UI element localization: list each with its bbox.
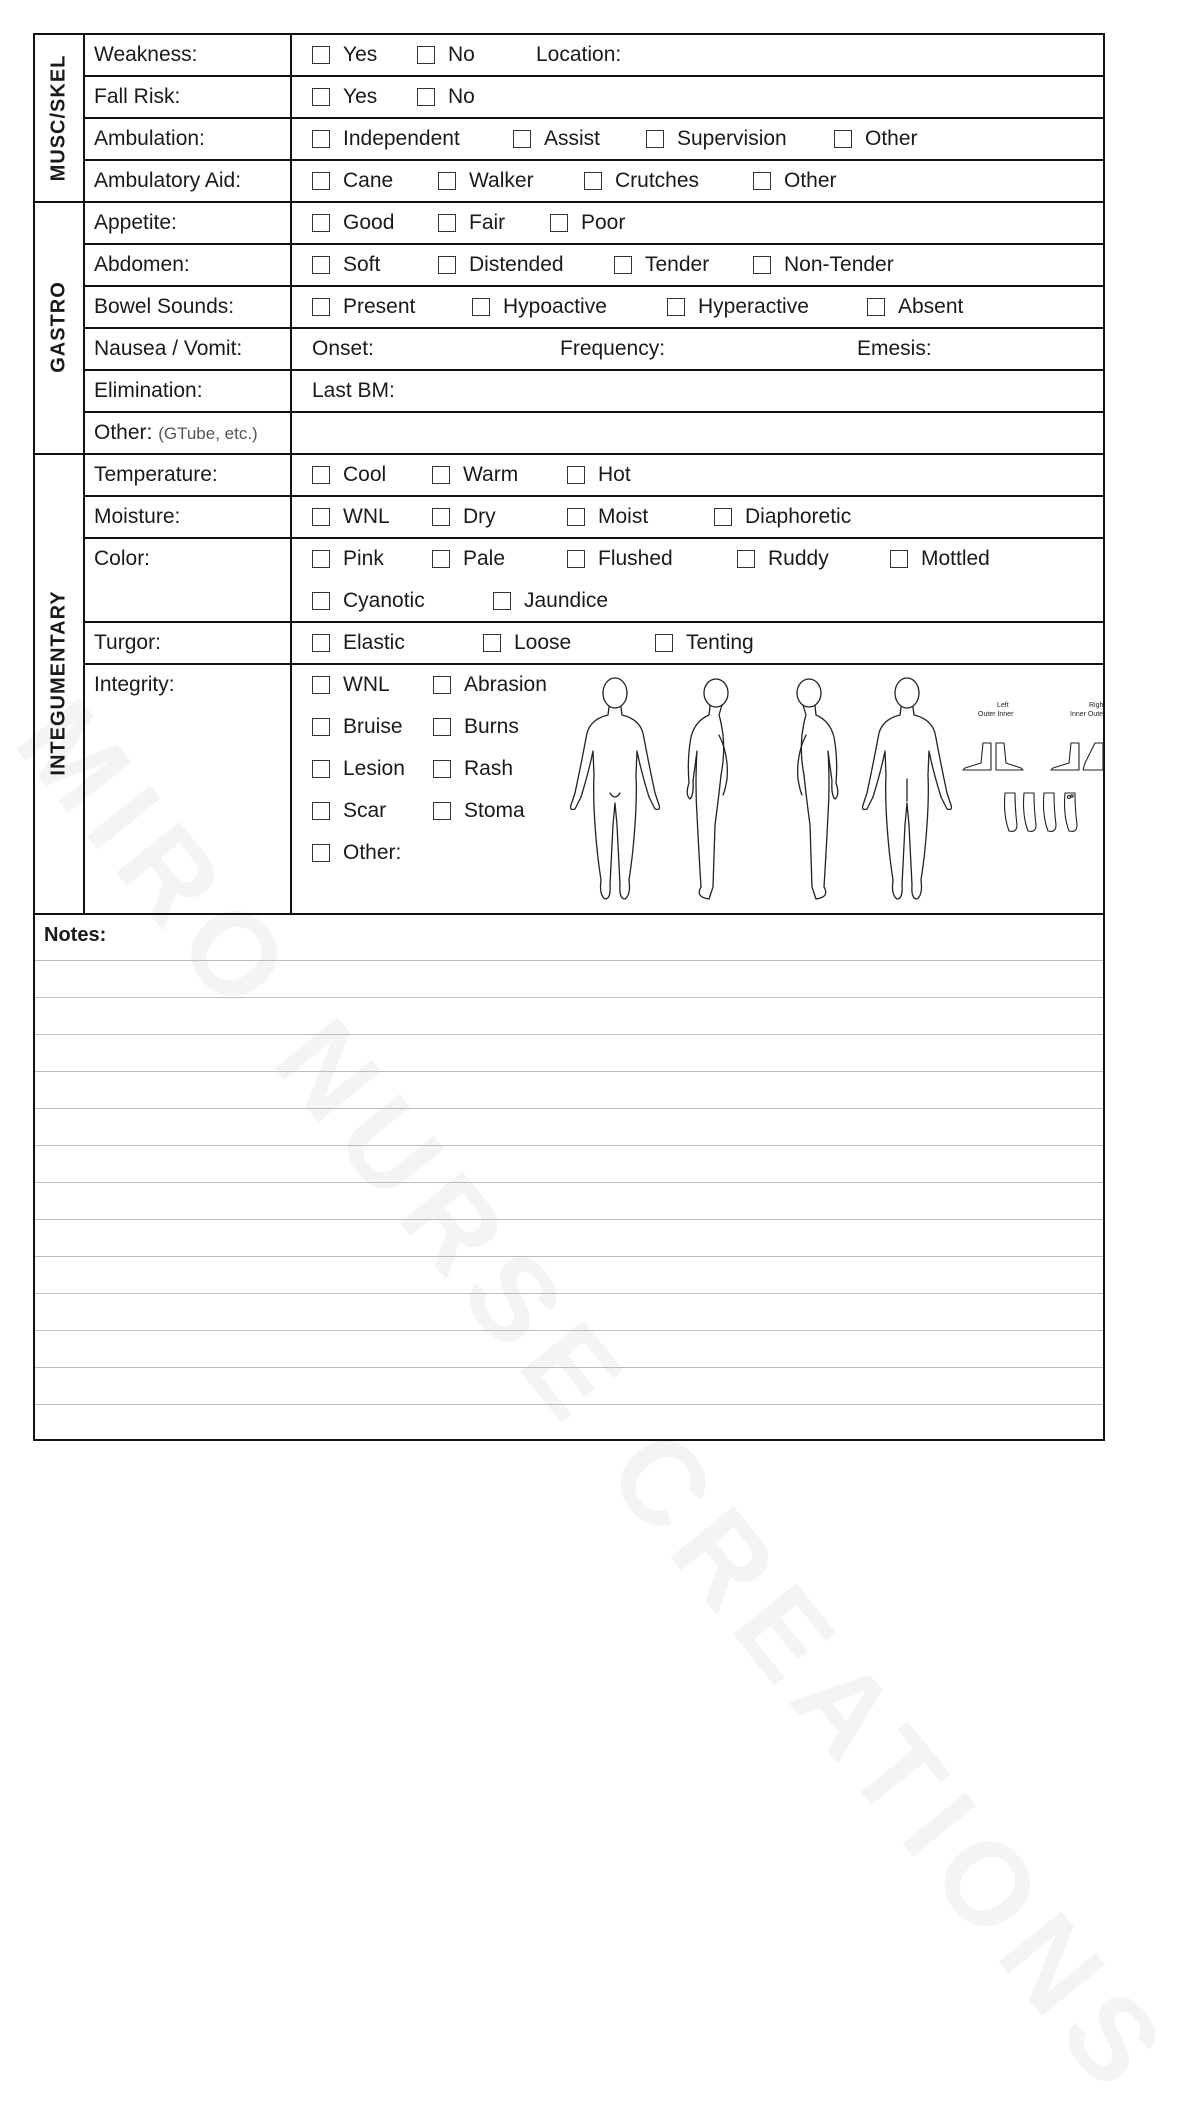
checkbox-icon[interactable] — [417, 88, 435, 106]
aid-crutches-checkbox[interactable]: Crutches — [584, 169, 699, 193]
feet-right-label: Right — [1089, 702, 1106, 709]
appetite-good-checkbox[interactable]: Good — [312, 211, 394, 235]
color-ruddy-checkbox[interactable]: Ruddy — [737, 547, 829, 571]
ambulation-independent-checkbox[interactable]: Independent — [312, 127, 460, 151]
checkbox-icon[interactable] — [312, 844, 330, 862]
checkbox-icon[interactable] — [550, 214, 568, 232]
turgor-elastic-checkbox[interactable]: Elastic — [312, 631, 405, 655]
temperature-cool-checkbox[interactable]: Cool — [312, 463, 386, 487]
fall-risk-no-checkbox[interactable]: No — [417, 85, 475, 109]
checkbox-icon[interactable] — [433, 760, 451, 778]
checkbox-icon[interactable] — [567, 550, 585, 568]
temperature-hot-checkbox[interactable]: Hot — [567, 463, 631, 487]
checkbox-icon[interactable] — [646, 130, 664, 148]
integrity-burns-checkbox[interactable]: Burns — [433, 715, 519, 739]
color-pink-checkbox[interactable]: Pink — [312, 547, 384, 571]
checkbox-icon[interactable] — [834, 130, 852, 148]
ambulation-assist-checkbox[interactable]: Assist — [513, 127, 600, 151]
checkbox-icon[interactable] — [493, 592, 511, 610]
checkbox-icon[interactable] — [312, 592, 330, 610]
moisture-label: Moisture: — [94, 505, 181, 528]
checkbox-icon[interactable] — [312, 298, 330, 316]
ambulatory-aid-label: Ambulatory Aid: — [94, 169, 242, 192]
checkbox-icon[interactable] — [312, 88, 330, 106]
bowel-hypoactive-checkbox[interactable]: Hypoactive — [472, 295, 607, 319]
abdomen-non-tender-checkbox[interactable]: Non-Tender — [753, 253, 894, 277]
integrity-rash-checkbox[interactable]: Rash — [433, 757, 513, 781]
ambulation-other-checkbox[interactable]: Other — [834, 127, 918, 151]
feet-right-sub-label: Inner Outer — [1070, 711, 1106, 718]
checkbox-icon[interactable] — [312, 256, 330, 274]
weakness-label: Weakness: — [94, 43, 198, 66]
integrity-abrasion-checkbox[interactable]: Abrasion — [433, 673, 547, 697]
checkbox-icon[interactable] — [667, 298, 685, 316]
checkbox-icon[interactable] — [312, 802, 330, 820]
right-side-body-figure[interactable] — [797, 679, 838, 899]
color-label: Color: — [94, 547, 151, 570]
bowel-sounds-label: Bowel Sounds: — [94, 295, 235, 318]
moisture-dry-checkbox[interactable]: Dry — [432, 505, 496, 529]
integrity-scar-checkbox[interactable]: Scar — [312, 799, 386, 823]
checkbox-icon[interactable] — [753, 256, 771, 274]
checkbox-icon[interactable] — [432, 508, 450, 526]
checkbox-icon[interactable] — [312, 46, 330, 64]
body-diagram[interactable] — [563, 675, 1106, 910]
checkbox-icon[interactable] — [312, 508, 330, 526]
turgor-tenting-checkbox[interactable]: Tenting — [655, 631, 754, 655]
appetite-label: Appetite: — [94, 211, 177, 234]
abdomen-distended-checkbox[interactable]: Distended — [438, 253, 564, 277]
checkbox-icon[interactable] — [567, 508, 585, 526]
checkbox-icon[interactable] — [753, 172, 771, 190]
back-body-figure[interactable] — [863, 678, 952, 899]
checkbox-icon[interactable] — [513, 130, 531, 148]
checkbox-icon[interactable] — [312, 130, 330, 148]
checkbox-icon[interactable] — [483, 634, 501, 652]
color-jaundice-checkbox[interactable]: Jaundice — [493, 589, 608, 613]
checkbox-icon[interactable] — [433, 676, 451, 694]
checkbox-icon[interactable] — [312, 466, 330, 484]
aid-walker-checkbox[interactable]: Walker — [438, 169, 534, 193]
weakness-location-field[interactable]: Location: — [536, 43, 622, 66]
bowel-present-checkbox[interactable]: Present — [312, 295, 415, 319]
checkbox-icon[interactable] — [312, 676, 330, 694]
nausea-onset-field[interactable]: Onset: — [312, 337, 374, 360]
section-divider — [83, 35, 85, 913]
ambulation-supervision-checkbox[interactable]: Supervision — [646, 127, 787, 151]
checkbox-icon[interactable] — [433, 718, 451, 736]
left-side-body-figure[interactable] — [687, 679, 728, 899]
checkbox-icon[interactable] — [417, 46, 435, 64]
other-hint: (GTube, etc.) — [158, 424, 258, 443]
moisture-wnl-checkbox[interactable]: WNL — [312, 505, 390, 529]
elimination-label: Elimination: — [94, 379, 203, 402]
integrity-label: Integrity: — [94, 673, 175, 696]
integrity-lesion-checkbox[interactable]: Lesion — [312, 757, 405, 781]
ambulation-label: Ambulation: — [94, 127, 205, 150]
checkbox-icon[interactable] — [432, 466, 450, 484]
checkbox-icon[interactable] — [584, 172, 602, 190]
temperature-warm-checkbox[interactable]: Warm — [432, 463, 518, 487]
turgor-loose-checkbox[interactable]: Loose — [483, 631, 571, 655]
turgor-label: Turgor: — [94, 631, 161, 654]
checkbox-icon[interactable] — [867, 298, 885, 316]
appetite-poor-checkbox[interactable]: Poor — [550, 211, 625, 235]
fall-risk-yes-checkbox[interactable]: Yes — [312, 85, 377, 109]
nausea-emesis-field[interactable]: Emesis: — [857, 337, 932, 360]
checkbox-icon[interactable] — [312, 718, 330, 736]
checkbox-icon[interactable] — [890, 550, 908, 568]
abdomen-tender-checkbox[interactable]: Tender — [614, 253, 709, 277]
integrity-wnl-checkbox[interactable]: WNL — [312, 673, 390, 697]
front-body-figure[interactable] — [571, 678, 660, 899]
section-musc-skel: MUSC/SKEL — [47, 54, 70, 182]
checkbox-icon[interactable] — [312, 172, 330, 190]
moisture-diaphoretic-checkbox[interactable]: Diaphoretic — [714, 505, 851, 529]
checkbox-icon[interactable] — [312, 550, 330, 568]
other-label: Other: (GTube, etc.) — [94, 421, 258, 444]
bowel-hyperactive-checkbox[interactable]: Hyperactive — [667, 295, 809, 319]
weakness-yes-checkbox[interactable]: Yes — [312, 43, 377, 67]
color-mottled-checkbox[interactable]: Mottled — [890, 547, 990, 571]
feet-left-sub-label: Outer Inner — [978, 711, 1014, 718]
checkbox-icon[interactable] — [433, 802, 451, 820]
feet-left-label: Left — [997, 702, 1009, 709]
aid-other-checkbox[interactable]: Other — [753, 169, 837, 193]
integrity-other-checkbox[interactable]: Other: — [312, 841, 401, 865]
assessment-form — [33, 33, 1105, 1441]
color-flushed-checkbox[interactable]: Flushed — [567, 547, 673, 571]
weakness-no-checkbox[interactable]: No — [417, 43, 475, 67]
color-cyanotic-checkbox[interactable]: Cyanotic — [312, 589, 425, 613]
checkbox-icon[interactable] — [655, 634, 673, 652]
fall-risk-label: Fall Risk: — [94, 85, 181, 108]
checkbox-icon[interactable] — [614, 256, 632, 274]
checkbox-icon[interactable] — [432, 550, 450, 568]
checkbox-icon[interactable] — [567, 466, 585, 484]
checkbox-icon[interactable] — [472, 298, 490, 316]
integrity-stoma-checkbox[interactable]: Stoma — [433, 799, 525, 823]
checkbox-icon[interactable] — [438, 172, 456, 190]
bowel-absent-checkbox[interactable]: Absent — [867, 295, 963, 319]
aid-cane-checkbox[interactable]: Cane — [312, 169, 393, 193]
moisture-moist-checkbox[interactable]: Moist — [567, 505, 648, 529]
notes-area[interactable] — [35, 915, 1103, 1439]
last-bm-field[interactable]: Last BM: — [312, 379, 395, 402]
checkbox-icon[interactable] — [312, 760, 330, 778]
checkbox-icon[interactable] — [312, 214, 330, 232]
checkbox-icon[interactable] — [312, 634, 330, 652]
abdomen-label: Abdomen: — [94, 253, 190, 276]
section-integumentary: INTEGUMENTARY — [47, 590, 70, 776]
checkbox-icon[interactable] — [438, 256, 456, 274]
section-gastro: GASTRO — [47, 281, 70, 373]
integrity-bruise-checkbox[interactable]: Bruise — [312, 715, 403, 739]
color-pale-checkbox[interactable]: Pale — [432, 547, 505, 571]
temperature-label: Temperature: — [94, 463, 218, 486]
appetite-fair-checkbox[interactable]: Fair — [438, 211, 505, 235]
checkbox-icon[interactable] — [438, 214, 456, 232]
abdomen-soft-checkbox[interactable]: Soft — [312, 253, 380, 277]
nausea-vomit-label: Nausea / Vomit: — [94, 337, 243, 360]
checkbox-icon[interactable] — [737, 550, 755, 568]
notes-label: Notes: — [44, 924, 107, 946]
nausea-frequency-field[interactable]: Frequency: — [560, 337, 666, 360]
label-divider — [290, 35, 292, 913]
checkbox-icon[interactable] — [714, 508, 732, 526]
feet-diagram[interactable] — [963, 702, 1106, 831]
